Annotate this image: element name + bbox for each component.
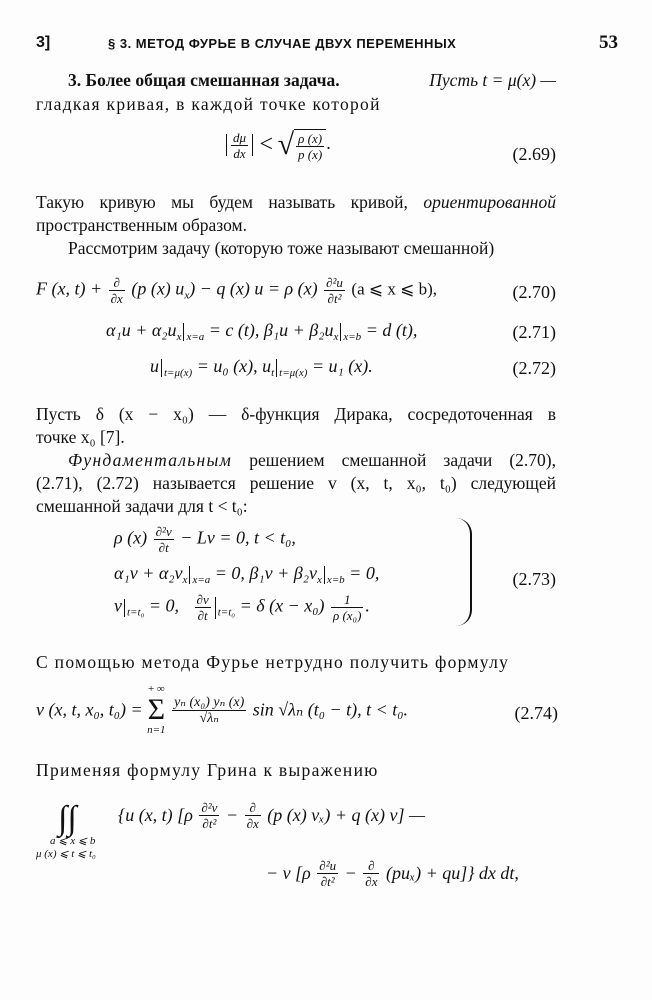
formula-2-71: $\alpha_1u + \alpha_2u_x$ $_{x=a}$ = c (t), $\beta_1u + \beta_2u_x$ $_{x=b}$ = d (t), — [106, 320, 418, 343]
text-line: Такую кривую мы будем называть кривой, ориентированной — [36, 192, 556, 212]
section-title: § 3. МЕТОД ФУРЬЕ В СЛУЧАЕ ДВУХ ПЕРЕМЕННЫХ — [108, 36, 457, 51]
text-line: Рассмотрим задачу (которую тоже называют смешанной) — [68, 238, 495, 258]
text-line: пространственным образом. — [36, 215, 247, 235]
equation-number: (2.70) — [512, 282, 556, 302]
fraction: $\frac{\rho (x)}{p (x)}$ — [298, 130, 323, 162]
text-line: Применяя формулу Грина к выражению — [36, 760, 379, 780]
formula-2-73-row-2: $\alpha_1v + \alpha_2v_x$ $_{x=a}$ = 0, $\beta_1v + \beta_2v_x$ $_{x=b}$ = 0, — [114, 563, 380, 586]
summation: + ∞ Σ n=1 — [147, 683, 166, 736]
emphasis-text: Фундаментальным — [68, 450, 233, 470]
formula-2-70: F (x, t) + $\frac{\partial}{\partial x}$ (p (x) $u_x) - q$ (x) u = ρ (x) $\frac{\text{∂²u}}{\text{∂t²}}$ (a ⩽ x ⩽ b), — [36, 275, 438, 306]
text-line: смешанной задачи для t < t₀: — [36, 496, 248, 516]
formula-2-69: $\frac{d\mu}{dx}$ < √ $\frac{\rho (x)}{p (x)}$ . — [224, 128, 331, 162]
equation-number: (2.71) — [512, 322, 556, 342]
integral-line-1: {u (x, t) [ρ $\frac{\text{∂²v}}{\text{∂t²}}$ − $\frac{\partial}{\partial x}$ (p (x) vₓ) + q (x) v] — — [118, 800, 425, 831]
text-line: Фундаментальным решением смешанной задачи (2.70), — [68, 450, 556, 470]
formula-2-73-row-3: v $_{t=t_0}$ = 0, $\frac{\partial v}{\partial t}$ $_{t=t_0}$ = δ (x − x₀) $\frac{1}{\text{ρ (x₀)}}$ . — [114, 592, 370, 623]
text-line: точке x₀ [7]. — [36, 427, 125, 447]
running-header — [36, 32, 618, 56]
integral-limit: μ (x) ⩽ t ⩽ t₀ — [36, 848, 96, 860]
subsection-heading: 3. Более общая смешанная задача. — [68, 70, 340, 90]
text-line: С помощью метода Фурье нетрудно получить формулу — [36, 652, 510, 672]
text-line: Пусть δ (x − x₀) — δ-функция Дирака, сосредоточенная в — [36, 404, 556, 424]
integral-limit: a ⩽ x ⩽ b — [50, 835, 96, 847]
heading-line-rest: Пусть t = μ(x) — — [429, 70, 556, 90]
equation-number: (2.69) — [512, 144, 556, 164]
formula-2-72: u $_{t=\mu(x)}$ = u₀ (x), $u_t$ $_{t=\mu(x)}$ = u₁ (x). — [150, 356, 373, 379]
equation-number: (2.74) — [514, 703, 558, 723]
formula-2-73-row-1: ρ (x) $\frac{\text{∂²v}}{\partial t}$ − Lv = 0, t < t₀, — [114, 524, 296, 555]
equation-number: (2.73) — [512, 569, 556, 589]
text-line: гладкая кривая, в каждой точке которой — [36, 94, 381, 114]
formula-2-74: v (x, t, x₀, t₀) = + ∞ Σ n=1 $\frac{\text{yₙ (x₀) yₙ (x)}}{\text{√λₙ}}$ sin √λₙ (t₀ − t), t < t₀. — [36, 683, 409, 736]
double-integral-sign: ∫∫ — [58, 800, 77, 837]
equation-number: (2.72) — [512, 358, 556, 378]
fraction: $\frac{d\mu}{dx}$ — [233, 129, 247, 161]
page-number: 53 — [599, 32, 618, 53]
emphasis-text: ориентированной — [423, 192, 556, 212]
integral-line-2: − v [ρ $\frac{\text{∂²u}}{\text{∂t²}}$ − $\frac{\partial}{\partial x}$ (puₓ) + qu]} dx dt, — [266, 858, 519, 889]
right-brace — [456, 518, 472, 626]
section-marker: 3] — [36, 34, 51, 51]
paragraph-heading-line — [36, 68, 556, 92]
text-line: (2.71), (2.72) называется решение v (x, t, x₀, t₀) следующей — [36, 473, 556, 493]
